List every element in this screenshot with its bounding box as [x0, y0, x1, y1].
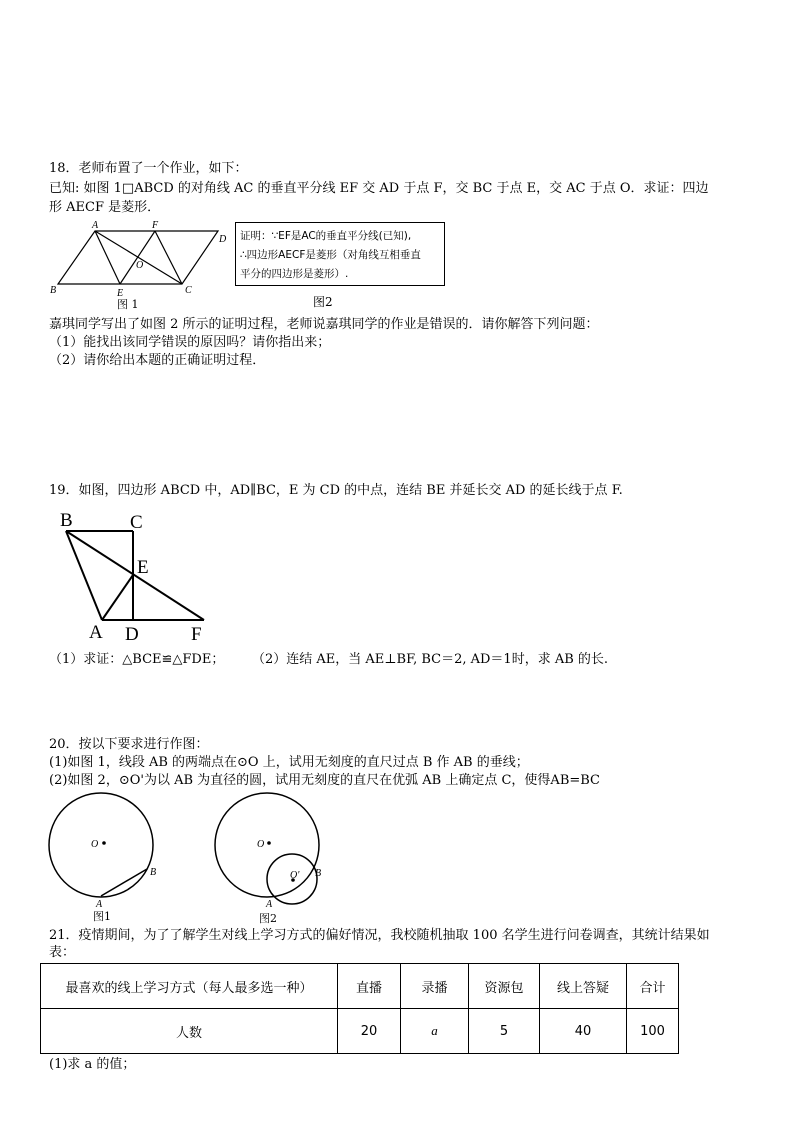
fig1-point-a: A [92, 220, 99, 231]
table-row [41, 1009, 679, 1054]
q18-part2: （2）请你给出本题的正确证明过程． [49, 353, 266, 368]
table-row [41, 964, 679, 1009]
q18-statement: 嘉琪同学写出了如图 2 所示的证明过程，老师说嘉琪同学的作业是错误的．请你解答下列问题： [49, 317, 599, 332]
q20-fig2-point-o-prime: O' [290, 870, 300, 881]
q19-point-b: B [60, 510, 73, 531]
q20-part2: (2)如图 2，⊙O'为以 AB 为直径的圆，试用无刻度的直尺在优弧 AB 上确定点 C，使得AB=BC [49, 773, 601, 788]
q18-title: 18．老师布置了一个作业，如下： [49, 161, 248, 176]
q18-given-line1: 已知: 如图 1□ABCD 的对角线 AC 的垂直平分线 EF 交 AD 于点 F，交 BC 于点 E，交 AC 于点 O．求证：四边 [49, 181, 709, 196]
q19-point-d: D [125, 624, 139, 645]
table-header-cell: 线上答疑 [540, 964, 627, 1009]
q20-fig1-point-a: A [96, 899, 103, 910]
q20-fig2-point-o: O [257, 839, 265, 850]
q20-fig1-caption: 图1 [93, 910, 111, 923]
table-header-cell: 直播 [338, 964, 401, 1009]
table-header-cell: 资源包 [469, 964, 540, 1009]
q21-line1: 21．疫情期间，为了了解学生对线上学习方式的偏好情况，我校随机抽取 100 名学生进行问卷调查，其统计结果如 [49, 928, 710, 943]
fig1-point-c: C [185, 285, 192, 296]
q19-point-a: A [89, 622, 103, 643]
table-header-cell: 录播 [401, 964, 469, 1009]
fig1-point-b: B [50, 285, 57, 296]
table-header-cell: 最喜欢的线上学习方式（每人最多选一种） [41, 964, 338, 1009]
table-cell: 20 [338, 1009, 401, 1054]
q18-part1: （1）能找出该同学错误的原因吗？请你指出来； [49, 335, 331, 350]
table-cell: 人数 [41, 1009, 338, 1054]
q20-title: 20．按以下要求进行作图： [49, 737, 209, 752]
table-cell: 40 [540, 1009, 627, 1054]
proof-line2: ∴四边形AECF是菱形（对角线互相垂直 [240, 249, 421, 261]
q19-title: 19．如图，四边形 ABCD 中，AD∥BC，E 为 CD 的中点，连结 BE 并延长交 AD 的延长线于点 F. [49, 483, 623, 498]
table-cell: 5 [469, 1009, 540, 1054]
table-header-cell: 合计 [627, 964, 679, 1009]
table-cell: 100 [627, 1009, 679, 1054]
q19-part1: （1）求证：△BCE≌△FDE； [49, 652, 225, 667]
q20-fig1-point-o: O [91, 839, 99, 850]
table-cell: a [401, 1009, 469, 1054]
q19-point-c: C [130, 512, 143, 533]
q20-fig2-point-b: B [315, 868, 322, 879]
q20-fig1-point-b: B [150, 867, 157, 878]
fig1-point-f: F [152, 220, 159, 231]
q20-part1: (1)如图 1，线段 AB 的两端点在⊙O 上，试用无刻度的直尺过点 B 作 AB 的垂线； [49, 755, 529, 770]
q19-part2: （2）连结 AE，当 AE⊥BF, BC＝2, AD＝1时，求 AB 的长. [252, 652, 609, 667]
q21-sub1: (1)求 a 的值； [49, 1057, 136, 1072]
fig1-point-e: E [117, 288, 124, 299]
proof-line3: 平分的四边形是菱形）. [240, 268, 349, 280]
fig1-point-o: O [136, 260, 144, 271]
q20-fig2-point-a: A [266, 899, 273, 910]
q18-given-line2: 形 AECF 是菱形． [49, 200, 161, 215]
q20-fig2-caption: 图2 [259, 912, 277, 925]
q18-fig2-caption: 图2 [313, 295, 333, 309]
q19-point-f: F [191, 624, 202, 645]
q18-fig1-caption: 图 1 [117, 298, 139, 311]
fig1-point-d: D [219, 234, 227, 245]
q21-line2: 表： [49, 945, 76, 960]
q19-point-e: E [137, 557, 149, 578]
q21-table [40, 963, 679, 1054]
proof-line1: 证明：∵EF是AC的垂直平分线(已知), [240, 230, 412, 242]
